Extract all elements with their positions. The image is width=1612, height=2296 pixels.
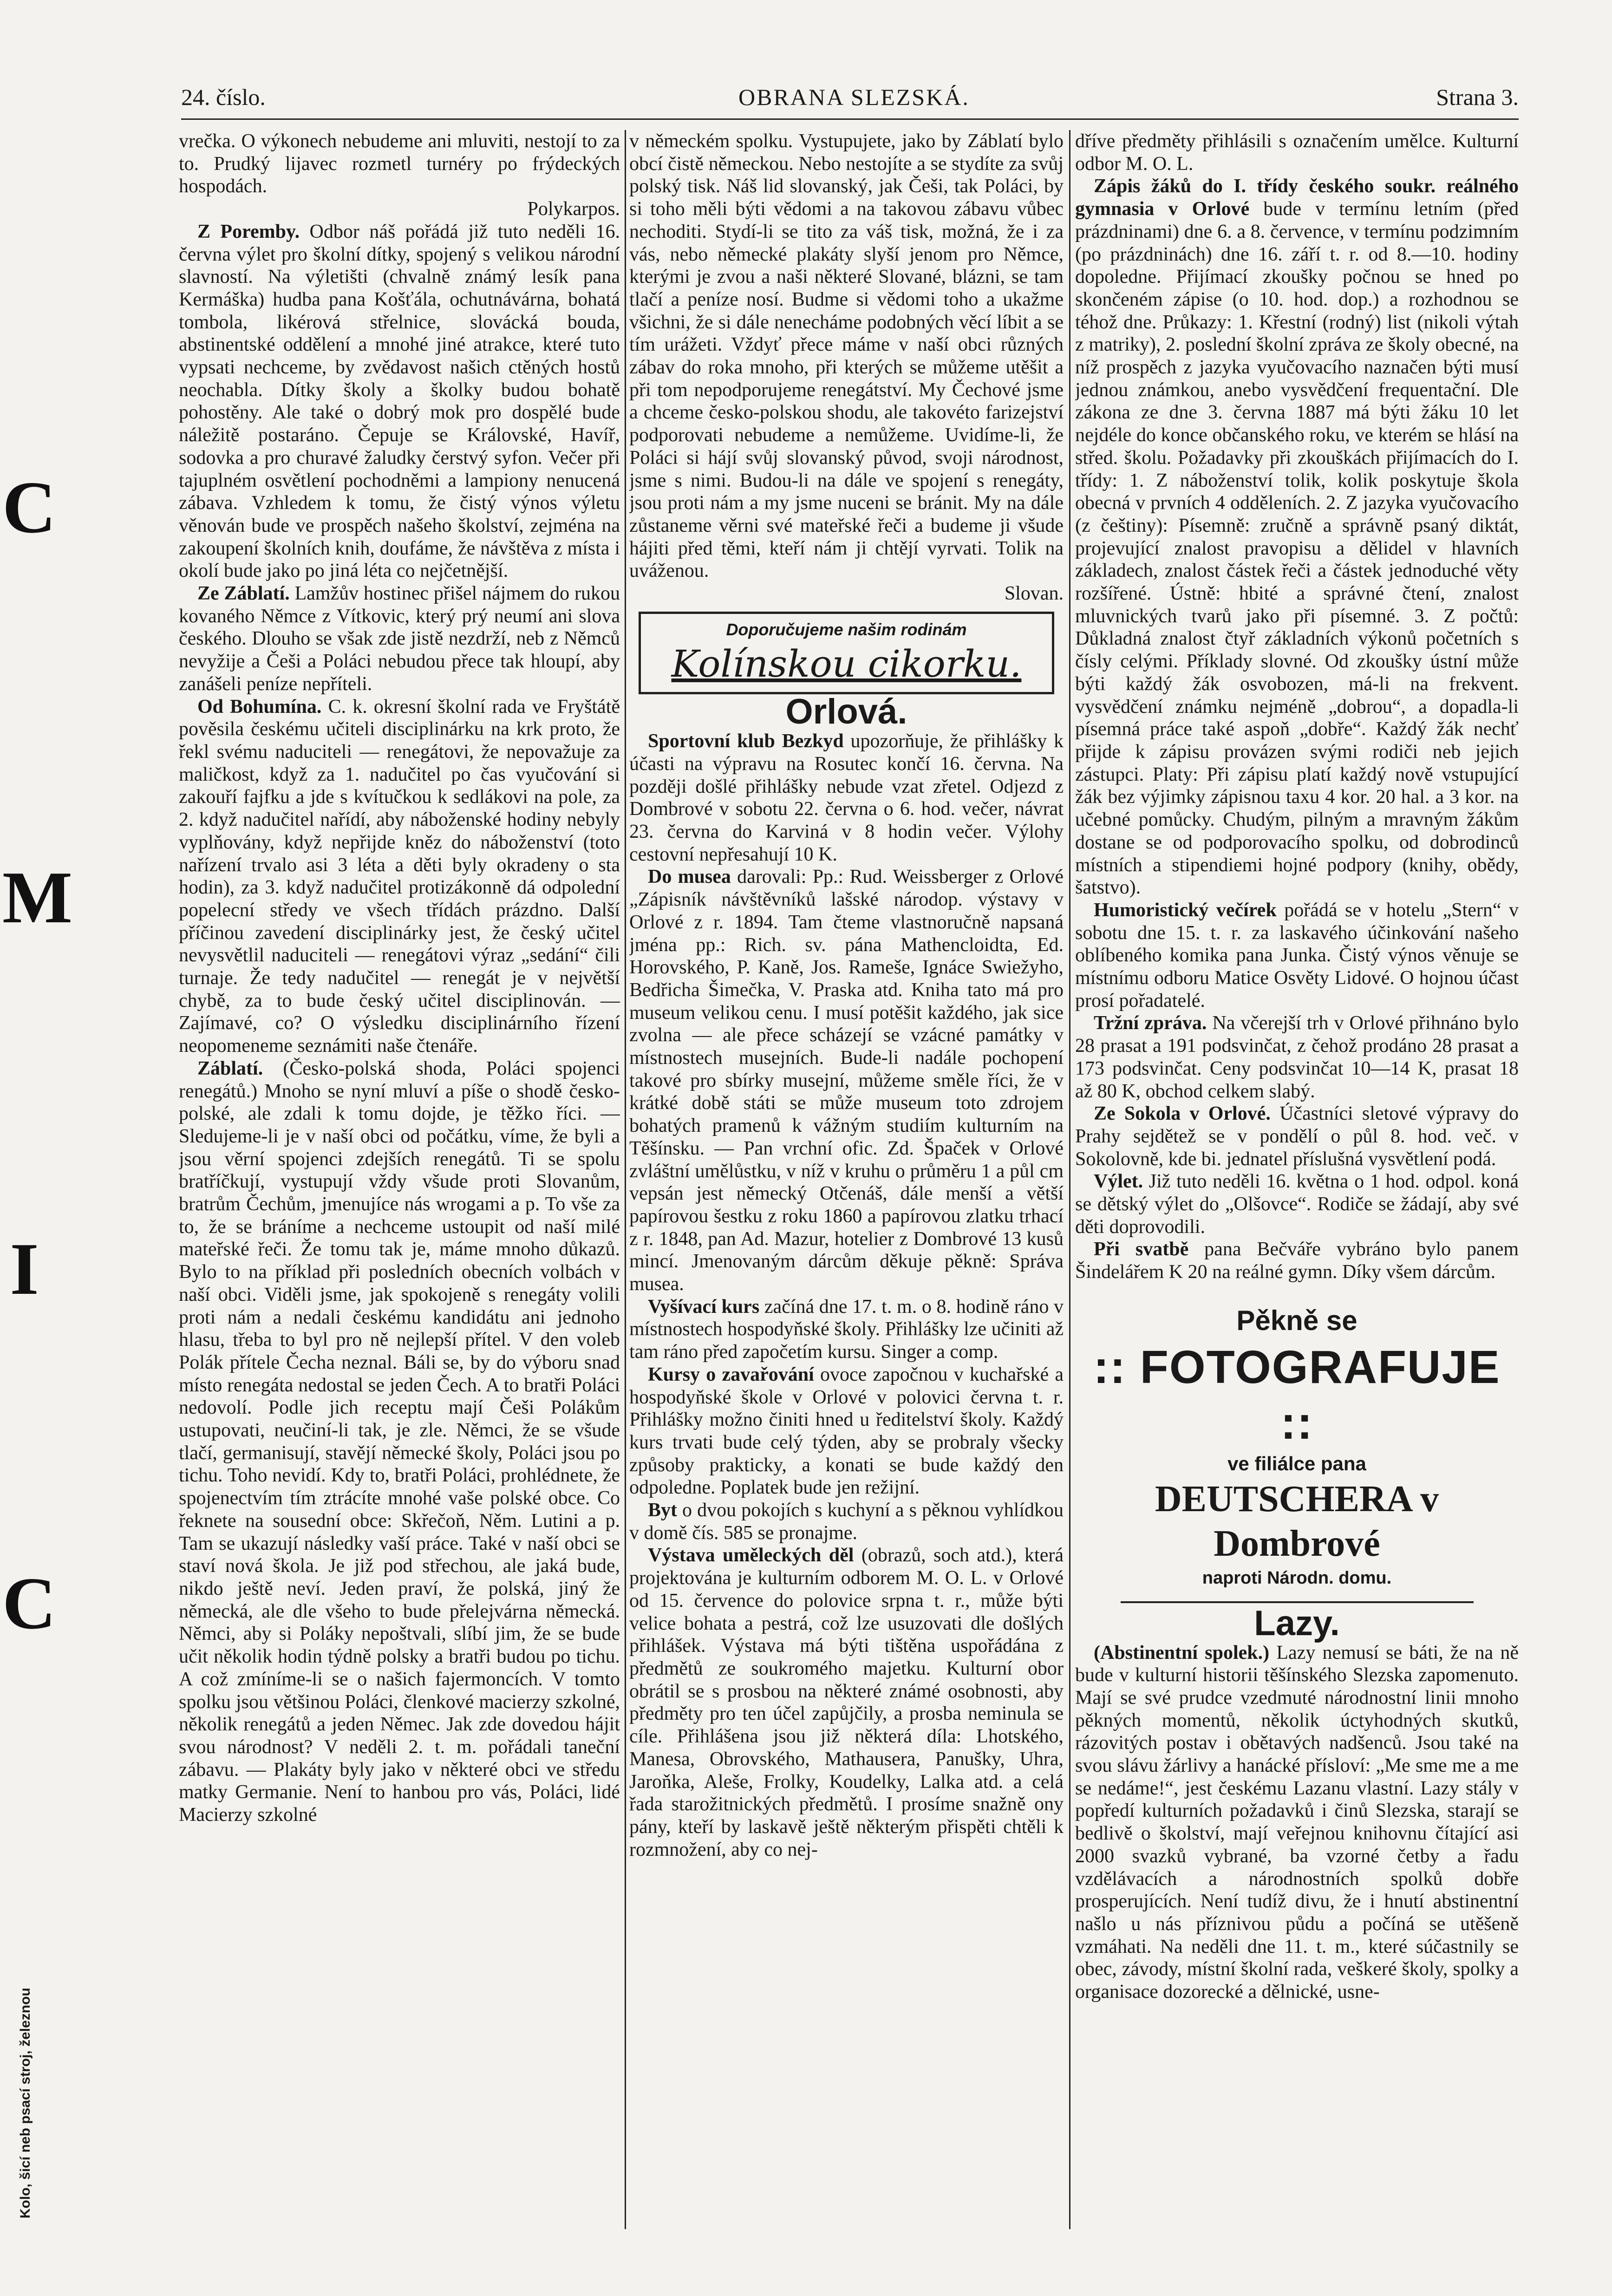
article-text: (obrazů, soch atd.), která projektována je kulturním odborem M. O. L. v Orlové od 15. července do polovice srpna t. r., může býti velice bohata a pestrá, což lze usuzovati dle došlých přihlášek. Výstava má býti tištěna uspořádána z předmětů ze soukromého majetku. Kulturní obor obrátil se s prosbou na některé známé osobnosti, aby předměty pro ten účel zapůjčily, a prosba neminula se cíle. Přihlášena jsou již některá díla: Lhotského, Manesa, Obrovského, Mathausera, Panušky, Uhra, Jaroňka, Aleše, Frolky, Koudelky, Lalka atd. a celá řada starožitnických předmětů. I prosíme snažně ony pány, kteří by laskavě ještě některým přispěti chtěli k rozmnožení, aby co nej- bbox=[629, 1545, 1064, 1860]
article-heading: Od Bohumína. bbox=[197, 696, 322, 718]
article-zablati-2 bbox=[179, 1057, 620, 1826]
article-byt bbox=[629, 1499, 1064, 1544]
article-text: Již tuto neděli 16. května o 1 hod. odpol. koná se dětský výlet do „Olšovce“. Rodiče se žádají, aby své děti doprovodili. bbox=[1075, 1171, 1519, 1238]
article-text: Účastníci sletové výpravy do Prahy sejdětež se v pondělí o půl 8. hod. več. v Sokolovně, kde bi. jednatel příslušná vysvětlení podá. bbox=[1075, 1103, 1519, 1170]
paragraph: v německém spolku. Vystupujete, jako by Záblatí bylo obcí čistě německou. Nebo nestojíte a se stydíte za svůj polský tisk. Náš lid slovanský, jak Češi, tak Poláci, by si toho měli býti vědomi a na takovou zábavu vůbec nechoditi. Stydí-li se tito za váš tisk, možná, že i za vás, nebo německé plakáty slyší jenom pro Němce, kterými je zvou a naši některé Slované, blázni, se tam tlačí a peníze nosí. Budme si vědomi toho a ukažme všichni, že si dále nenecháme podobných věcí líbit a se tím urážeti. Vždyť přece máme v naší obci různých zábav do roka mnoho, při kterých se můžeme utěšit a při tom nepodporujeme renegátství. My Čechové jsme a chceme česko-polskou shodu, ale takovéto farizejství podporovati nebudeme a nemůžeme. Uvidíme-li, že Poláci si hájí svůj slovanský původ, svoji národnost, jsme s nimi. Budou-li na dále ve spojení s renegáty, jsou proti nám a my jsme nuceni se bránit. My na dále zůstaneme věrni své mateřské řeči a budeme ji všude hájiti před těmi, kteří nám ji chtějí vyrvati. Tolik na uváženou. bbox=[629, 130, 1064, 582]
article-poremby bbox=[179, 221, 620, 582]
article-svatba bbox=[1075, 1238, 1519, 1283]
column-1 bbox=[179, 130, 620, 2238]
paragraph: dříve předměty přihlásili s označením umělce. Kulturní odbor M. O. L. bbox=[1075, 130, 1519, 175]
advert-line: Pěkně se bbox=[1236, 1305, 1357, 1336]
article-heading: Vyšívací kurs bbox=[648, 1296, 760, 1318]
article-zapis bbox=[1075, 175, 1519, 899]
article-heading: Z Poremby. bbox=[197, 221, 300, 242]
advert-address: naproti Národn. domu. bbox=[1202, 1568, 1392, 1588]
article-sokol bbox=[1075, 1102, 1519, 1170]
article-heading: Do musea bbox=[648, 866, 731, 888]
article-zablati-1 bbox=[179, 582, 620, 696]
article-heading: Výlet. bbox=[1094, 1171, 1143, 1193]
advert-line: ve filiálce pana bbox=[1227, 1452, 1366, 1474]
article-text: (Česko-polská shoda, Poláci spojenci renegátů.) Mnoho se nyní mluví a píše o shodě česko-polské, ale zdali k tomu dojde, je těžko říci. — Sledujeme-li je v naší obci od počátku, víme, že byli a jsou věrní spojenci zdejších renegátů. Ti se spolu bratříčkují, vystupují vždy všude proti Slovanům, bratrům Čechům, jmenujíce nás wrogami a p. To vše za to, že se bráníme a nechceme ustoupit od naší milé mateřské řeči. Že tomu tak je, máme mnoho důkazů. Bylo to na příklad při posledních obecních volbách v naší obci. Viděli jsme, jak spokojeně s renegáty volili proti nám a nedali českému kandidátu ani jednoho hlasu, třeba to byl pro ně nejlepší přítel. V den voleb Polák přítele Čecha neznal. Báli se, by do výboru snad místo renegáta nedostal se jeden Čech. A to bratři Poláci nedovolí. Podle jich receptu mají Češi Polákům ustupovati, neučiní-li tak, je zle. Němci, že se všude tlačí, germanisují, stavějí německé školy, Poláci jsou po tichu. Toho nevidí. Kdy to, bratři Poláci, prohlédnete, že spojenectvím tím ztrácíte mnohé vaše polské obce. Co řeknete na sousední obce: Skřečoň, Něm. Lutini a p. Tam se ukazují následky vaší práce. Také v naší obci se staví nová škola. Je již pod střechou, ale jaká bude, nikdo ještě neví. Jeden praví, že polská, jiný že německá, ale dle všeho to bude přelejvárna německá. Němci, aby si Poláky nepoštvali, slíbí jim, že se bude učit několik hodin týdně polsky a bratři budou po tichu. A což zmíníme-li se o našich fajermoncích. V tomto spolku jsou většinou Poláci, členkové macierzy szkolné, několik renegátů a jeden Němec. Jak zde dovedou hájit svou národnost? V neděli 2. t. m. pořádali taneční zábavu. — Plakáty byly jako v některé obci ve středu matky Germanie. Není to hanbou pro vás, Poláci, lidé Macierzy szkolné bbox=[179, 1057, 620, 1826]
article-bohumin bbox=[179, 696, 620, 1057]
newspaper-title: OBRANA SLEZSKÁ. bbox=[738, 84, 970, 110]
article-text: začíná dne 17. t. m. o 8. hodině ráno v místnostech hospodyňské školy. Přihlášky lze učiniti až tam ráno před započetím kursu. Singer a comp. bbox=[629, 1296, 1064, 1363]
article-heading: Záblatí. bbox=[197, 1057, 263, 1079]
article-vysivaci bbox=[629, 1296, 1064, 1363]
article-text: darovali: Pp.: Rud. Weissberger z Orlové „Zápisník návštěvníků lašské národop. výstavy v Orlové z r. 1894. Tam čteme vlastnoručně napsaná jména pp.: Rich. sv. pána Mathencloidta, Ed. Horovského, P. Kaně, Jos. Rameše, Ignáce Swiežyho, Bedřicha Šimečka, V. Praska atd. Kniha tato má pro museum velikou cenu. I musí potěšit každého, jak sice zvolna — ale přece scházejí se vzácné památky v místnostech musejních. Bude-li nadále pochopení takové pro sbírky musejní, můžeme směle říci, že v krátké době státi se může museum toto zdrojem bohatých pramenů k vážným studiím kulturním na Těšínsku. — Pan vrchní ofic. Zd. Špaček v Orlové zvláštní umělůstku, v níž v kruhu o průměru 1 a půl cm vepsán jest německý Otčenáš, dále menší a větší papírovou šestku z roku 1860 a papírovou zlatku trhací z r. 1848, pan Ad. Mazur, hotelier z Dombrové 13 kusů mincí. Jmenovaným dárcům děkuje pěkně: Správa musea. bbox=[629, 866, 1064, 1295]
signature: Slovan. bbox=[1004, 583, 1064, 605]
advert-rule bbox=[1121, 1601, 1474, 1603]
advert-headline: :: FOTOGRAFUJE :: bbox=[1093, 1341, 1501, 1449]
section-title-orlova: Orlová. bbox=[785, 692, 907, 732]
article-text: Lazy nemusí se báti, že na ně bude v kulturní historii těšínského Slezska zapomenuto. Mají se své prudce vzedmuté národnostní linii mnoho pěkných momentů, několik úctyhodných skutků, rázovitých postav i obětavých nadšenců. Jsou také na svou slávu žárlivy a hanácké přísloví: „Me sme me a me se nedáme!“, jest českému Lazanu vlastní. Lazy stály v popředí kulturních požadavků i činů Slezska, starají se bedlivě o školství, mají veřejnou knihovnu čítající asi 2000 svazků vybrané, ba vzorné četby a řadu vzdělávacích a národnostních spolků dobře prosperujících. Není tudíž divu, že i hnutí abstinentní našlo u nás příznivou půdu a počíná se utěšeně vzmáhati. Na neděli dne 11. t. m., které súčastnily se obec, závody, místní školní rada, veškeré školy, spolky a organisace dozorecké a dělnické, usne- bbox=[1075, 1642, 1519, 2003]
issue-number: 24. číslo. bbox=[181, 84, 266, 110]
article-heading: Ze Záblatí. bbox=[197, 583, 290, 605]
edge-glyph: C bbox=[2, 466, 56, 548]
edge-glyph: M bbox=[2, 856, 73, 939]
header-rule bbox=[181, 118, 1519, 120]
column-3 bbox=[1075, 130, 1519, 2238]
article-text: ovoce započnou v kuchařské a hospodyňské škole v Orlové v polovici června t. r. Přihlášky možno činiti hned u ředitelství školy. Každý kurs trvati bude celý týden, aby se probraly všecky způsoby prakticky, a konati se bude každý den odpoledne. Poplatek bude jen režijní. bbox=[629, 1363, 1064, 1499]
article-heading: (Abstinentní spolek.) bbox=[1094, 1642, 1270, 1663]
article-bezkyd bbox=[629, 730, 1064, 866]
article-text: pořádá se v hotelu „Stern“ v sobotu dne 15. t. r. za laskavého účinkování našeho oblíbeného komika pana Junka. Čistý výnos věnuje se místnímu odboru Matice Osvěty Lidové. O hojnou účast prosí pořadatelé. bbox=[1075, 899, 1519, 1011]
article-heading: Výstava uměleckých děl bbox=[648, 1545, 854, 1566]
advert-brand: Kolínskou cikorku. bbox=[671, 642, 1022, 686]
article-heading: Humoristický večírek bbox=[1094, 899, 1277, 921]
article-text: bude v termínu letním (před prázdninami) dne 6. a 8. července, v termínu podzimním (po prázdninách) dne 16. září t. r. od 8.—10. hodiny dopoledne. Přijímací zkoušky počnou se hned po skončeném zápise (o 10. hod. dop.) a rozhodnou se téhož dne. Průkazy: 1. Křestní (rodný) list (nikoli výtah z matriky), 2. poslední školní zpráva ze školy obecné, na níž prospěch z jazyka vyučovacího naznačen býti musí jednou známkou, anebo vysvědčení frequentační. Dle zákona ze dne 3. června 1887 má býti žáku 10 let nejdéle do konce občanského roku, ve kterém se hlásí na střed. školu. Požadavky při zkouškách přijímacích do I. třídy: 1. Z náboženství tolik, kolik poskytuje škola obecná v prvních 4 odděleních. 2. Z jazyka vyučovacího (z češtiny): Písemně: zručně a správně psaný diktát, projevující znalost pravopisu a dělidel v hlavních základech, znalost částek řeči a částek jednoduché věty rozšířené. Ústně: hbité a správné čtení, znalost mluvnických tvarů jako při písemné. 3. Z počtů: Důkladná znalost čtyř základních výkonů početních s čísly celými. Příklady slovné. Od zkoušky ústní může býti každý žák osvobozen, má-li na frekvent. vysvědčení známku nejméně „dobrou“, a dopadla-li písemná práce také aspoň „dobře“. Každý žák nechť přijde k zápisu provázen svými rodiči neb jejich zástupci. Platy: Při zápisu platí každý nově vstupující žák bez výjimky zápisnou taxu 4 kor. 20 hal. a 3 kor. na učebné pomůcky. Chudým, pilným a mravným žákům dostane se od podporovacího spolku, od dobrodinců místních a stipendiemi hojné podpory (knihy, obědy, šatstvo). bbox=[1075, 198, 1519, 899]
section-title-lazy: Lazy. bbox=[1254, 1603, 1340, 1643]
page-header bbox=[181, 84, 1519, 116]
column-divider bbox=[625, 130, 626, 2229]
article-heading: Ze Sokola v Orlové. bbox=[1094, 1103, 1271, 1125]
article-text: Odbor náš pořádá již tuto neděli 16. června výlet pro školní dítky, spojený s velikou národní slavností. Na výletišti (chvalně známý lesík pana Kermáška) hudba pana Košťála, ochutnávárna, bohatá tombola, likérová střelnice, slovácká bouda, abstinentské oddělení a mnohé jiné atrakce, které tuto vypsati nechceme, by zvědavost našich ctěných hostů neochabla. Dítky školy a školky budou bohatě pohostěny. Ale také o dobrý mok pro dospělé bude náležitě postaráno. Čepuje se Královské, Havíř, sodovka a pro churavé žaludky čerstvý syfon. Večer při tajuplném osvětlení pochodněmi a lampiony nenucená zábava. Vzhledem k tomu, že čistý výnos výletu věnován bude ve prospěch našeho školství, zejména na zakoupení školních knih, doufáme, že návštěva z místa i okolí bude jako po jiná léta co nejčetnější. bbox=[179, 221, 620, 582]
article-heading: Zápis žáků do I. třídy českého soukr. reálného gymnasia v Orlové bbox=[1075, 176, 1519, 220]
article-vystava bbox=[629, 1544, 1064, 1861]
article-musea bbox=[629, 866, 1064, 1295]
edge-glyph: I bbox=[10, 1227, 39, 1310]
article-text: pana Bečváře vybráno bylo panem Šindelářem K 20 na reálné gymn. Díky všem dárcům. bbox=[1075, 1239, 1519, 1283]
article-heading: Byt bbox=[648, 1500, 677, 1521]
article-text: C. k. okresní školní rada ve Fryštátě pověsila českému učiteli disciplinárku na krk proto, že řekl svému naduciteli — renegátovi, že nepovažuje za maličkost, když za 1. nadučitel po čas vyučování si zakouří fajfku a jde s kvítučkou k sedlákovi na pole, za 2. když nadučitel nařídí, aby náboženské hodiny nebyly vyplňovány, když nepřijde kněz do náboženství (toto nařízení trvalo asi 3 léta a děti byly okradeny o sta hodin), za 3. když nadučitel protizákonně dá odpolední popelecní středy ve všech třídách prázdno. Další příčinou zavedení disciplinárky jest, že český učitel nevysvětlil naduciteli — renegátovi výraz „sedání“ čili turnaje. Že tedy nadučitel — renegát je v největší chybě, za to bude český učitel disciplinován. — Zajímavé, co? O výsledku disciplinárního řízení neopomeneme seznámiti naše čtenáře. bbox=[179, 696, 620, 1057]
column-2 bbox=[629, 130, 1064, 2238]
article-kursy bbox=[629, 1363, 1064, 1499]
advert-name: DEUTSCHERA v Dombrové bbox=[1155, 1478, 1439, 1564]
side-advert-fragment bbox=[7, 1978, 44, 2229]
photo-advert bbox=[1075, 1302, 1519, 1603]
article-heading: Kursy o zavařování bbox=[648, 1363, 814, 1385]
article-trh bbox=[1075, 1012, 1519, 1102]
chicory-advert bbox=[639, 612, 1054, 695]
column-divider bbox=[1069, 130, 1070, 2229]
article-heading: Sportovní klub Bezkyd bbox=[648, 731, 844, 752]
article-vylet bbox=[1075, 1170, 1519, 1238]
article-text: o dvou pokojích s kuchyní a s pěknou vyhlídkou v domě čís. 585 se pronajme. bbox=[629, 1500, 1064, 1544]
article-text: Na včerejší trh v Orlové přihnáno bylo 28 prasat a 191 podsvinčat, z čehož prodáno 28 prasat a 173 podsvinčat. Ceny podsvinčat 10—14 K, prasat 18 až 80 K, obchod celkem slabý. bbox=[1075, 1012, 1519, 1102]
page-number: Strana 3. bbox=[1436, 84, 1519, 110]
article-lazy bbox=[1075, 1642, 1519, 2003]
signature: Polykarpos. bbox=[527, 198, 620, 220]
side-advert-text: Kolo, šicí neb psací stroj, železnou bbox=[18, 1988, 33, 2218]
paragraph: vrečka. O výkonech nebudeme ani mluviti, nestojí to za to. Prudký lijavec rozmetl turnéry po frýdeckých hospodách. bbox=[179, 130, 620, 197]
article-text: Lamžův hostinec přišel nájmem do rukou kovaného Němce z Vítkovic, který prý neumí ani slova českého. Dlouho se však zde jistě nezdrží, neb z Němců nevyžije a Češi a Poláci nebudou přece tak hloupí, aby zanášeli peníze nepříteli. bbox=[179, 583, 620, 695]
article-vecirek bbox=[1075, 899, 1519, 1012]
advert-tagline: Doporučujeme našim rodinám bbox=[726, 620, 967, 639]
edge-glyph: C bbox=[2, 1562, 56, 1644]
article-heading: Tržní zpráva. bbox=[1094, 1012, 1207, 1034]
article-text: upozorňuje, že přihlášky k účasti na výpravu na Rosutec končí 16. června. Na později došlé přihlášky nebude vzat zřetel. Odjezd z Dombrové v sobotu 22. června o 6. hod. večer, návrat 23. června do Karviná v 8 hodin večer. Výlohy cestovní nepřesahují 10 K. bbox=[629, 731, 1064, 865]
article-heading: Při svatbě bbox=[1094, 1239, 1189, 1260]
page-edge-fragments bbox=[2, 130, 73, 1885]
